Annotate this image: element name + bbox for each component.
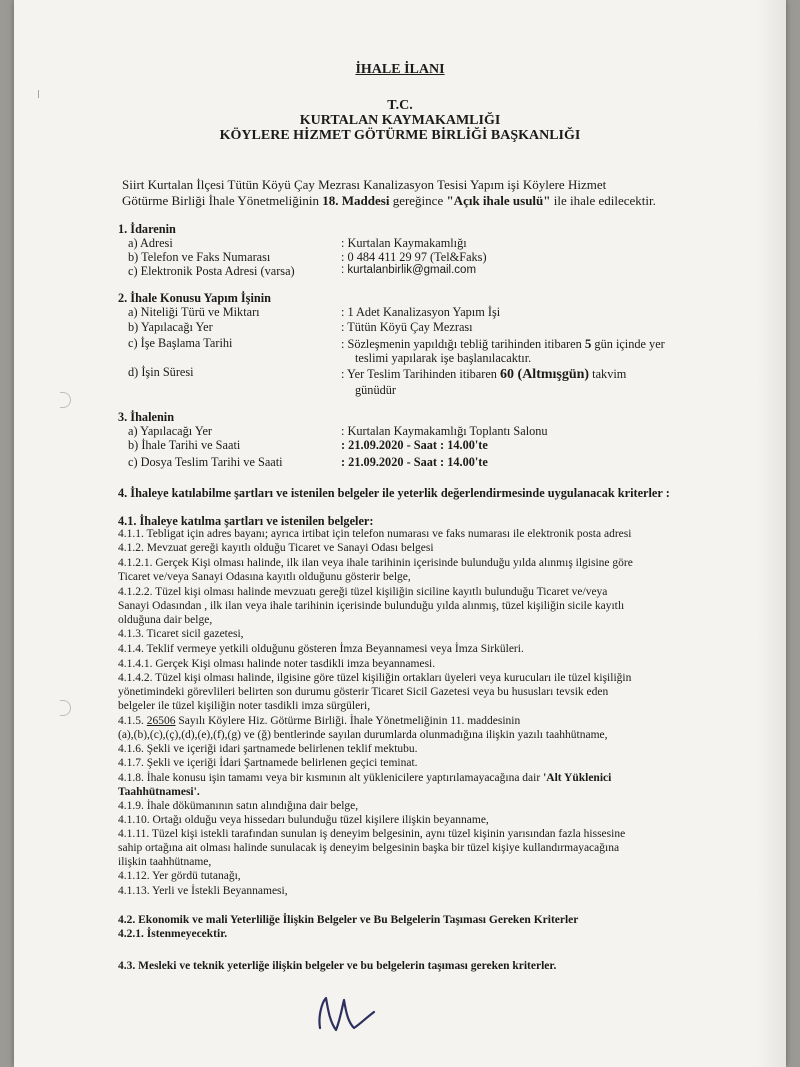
- sec3-value-c: : 21.09.2020 - Saat : 14.00'te: [341, 455, 488, 469]
- criteria-item: 4.1.10. Ortağı olduğu veya hissedarı bulunduğu tüzel kişilere ilişkin beyanname,: [118, 814, 489, 826]
- sec3-label-c: c) Dosya Teslim Tarihi ve Saati: [128, 455, 283, 469]
- criteria-item: 4.1.2.2. Tüzel kişi olması halinde mevzuatı gereği tüzel kişiliğin siciline kayıtlı bulunduğu Ticaret ve/veya: [118, 586, 608, 598]
- sec2-value-b: : Tütün Köyü Çay Mezrası: [341, 320, 473, 334]
- criteria-item: 4.1.3. Ticaret sicil gazetesi,: [118, 628, 244, 640]
- sec2-value-c: : Sözleşmenin yapıldığı tebliğ tarihinden itibaren 5 gün içinde yer: [341, 336, 665, 351]
- sec1-label-a: a) Adresi: [128, 236, 173, 250]
- section-4-heading: 4. İhaleye katılabilme şartları ve istenilen belgeler ile yeterlik değerlendirmesinde uygulanacak kriterler :: [118, 486, 670, 500]
- section-3-heading: 3. İhalenin: [118, 410, 175, 424]
- intro-line-2: Götürme Birliği İhale Yönetmeliğinin 18. Maddesi gereğince "Açık ihale usulü" ile ihale edilecektir.: [122, 193, 656, 208]
- sec3-value-b: : 21.09.2020 - Saat : 14.00'te: [341, 438, 488, 452]
- sec1-label-c: c) Elektronik Posta Adresi (varsa): [128, 264, 295, 278]
- criteria-item: 4.1.6. Şekli ve içeriği idari şartnamede belirlenen teklif mektubu.: [118, 743, 418, 755]
- sec2-label-c: c) İşe Başlama Tarihi: [128, 336, 233, 350]
- sec3-label-a: a) Yapılacağı Yer: [128, 424, 213, 438]
- criteria-item: Sanayi Odasından , ilk ilan veya ihale tarihinin içerisinde bulunduğu yılda alınmış, tüzel kişiliğin sicile kayıtlı: [118, 600, 625, 612]
- criteria-item: 4.1.12. Yer gördü tutanağı,: [118, 870, 241, 882]
- sec2-label-b: b) Yapılacağı Yer: [128, 320, 213, 334]
- document-title: İHALE İLANI: [355, 62, 445, 77]
- sec2-label-a: a) Niteliği Türü ve Miktarı: [128, 305, 260, 319]
- punch-hole: [60, 700, 71, 716]
- section-4-3-heading: 4.3. Mesleki ve teknik yeterliğe ilişkin belgeler ve bu belgelerin taşıması gereken kriterler.: [118, 960, 557, 972]
- sec1-value-a: : Kurtalan Kaymakamlığı: [341, 236, 467, 250]
- header-line-1: T.C.: [387, 98, 413, 113]
- criteria-item: ilişkin taahhütname,: [118, 856, 212, 868]
- criteria-item: 4.1.2. Mevzuat gereği kayıtlı olduğu Ticaret ve Sanayi Odası belgesi: [118, 542, 434, 554]
- criteria-item: sahip ortağına ait olması halinde sunulacak iş deneyim belgesinin başka bir tüzel kişiye kullandırmayacağına: [118, 842, 620, 854]
- sec1-label-b: b) Telefon ve Faks Numarası: [128, 250, 271, 264]
- criteria-item: 4.1.9. İhale dökümanının satın alındığına dair belge,: [118, 800, 359, 812]
- criteria-item: yönetimindeki görevlileri belirten son durumu gösterir Ticaret Sicil Gazetesi veya bu hususları tevsik eden: [118, 686, 609, 698]
- sec2-label-d: d) İşin Süresi: [128, 365, 194, 379]
- section-2-heading: 2. İhale Konusu Yapım İşinin: [118, 291, 271, 305]
- criteria-item: 4.1.11. Tüzel kişi istekli tarafından sunulan iş deneyim belgesinin, aynı tüzel kişinin yarısından fazla hissesine: [118, 828, 626, 840]
- section-4-2-heading: 4.2. Ekonomik ve mali Yeterliliğe İlişkin Belgeler ve Bu Belgelerin Taşıması Gereken Kriterler: [118, 914, 579, 926]
- sec2-value-d: : Yer Teslim Tarihinden itibaren 60 (Altmışgün) takvim: [341, 367, 627, 382]
- sec2-value-d-cont: günüdür: [355, 383, 396, 397]
- sec3-value-a: : Kurtalan Kaymakamlığı Toplantı Salonu: [341, 424, 548, 438]
- section-4-2-1: 4.2.1. İstenmeyecektir.: [118, 928, 228, 940]
- sec2-value-a: : 1 Adet Kanalizasyon Yapım İşi: [341, 305, 501, 319]
- criteria-item: 4.1.7. Şekli ve içeriği İdari Şartnamede belirlenen geçici teminat.: [118, 757, 418, 769]
- criteria-item: 4.1.8. İhale konusu işin tamamı veya bir kısmının alt yüklenicilere yaptırılamayacağına dair 'Alt Yüklenici: [118, 772, 612, 784]
- criteria-item: 4.1.1. Tebligat için adres bayanı; ayrıca irtibat için telefon numarası ve faks numarası ile elektronik posta adresi: [118, 528, 632, 540]
- criteria-item: (a),(b),(c),(ç),(d),(e),(f),(g) ve (ğ) bentlerinde sayılan durumlarda olunmadığına ilişkin yazılı taahhütname,: [118, 729, 608, 741]
- document-page: [14, 0, 786, 1067]
- criteria-item: 4.1.4.1. Gerçek Kişi olması halinde noter tasdikli imza beyannamesi.: [118, 658, 436, 670]
- criteria-item: 4.1.4. Teklif vermeye yetkili olduğunu gösteren İmza Beyannamesi veya İmza Sirküleri.: [118, 643, 524, 655]
- criteria-item: Ticaret ve/veya Sanayi Odasına kayıtlı olduğunu gösterir belge,: [118, 571, 411, 583]
- punch-hole: [60, 392, 71, 408]
- criteria-item: Taahhütnamesi'.: [118, 786, 200, 798]
- criteria-item: 4.1.4.2. Tüzel kişi olması halinde, ilgisine göre tüzel kişiliğin ortakları üyeleri veya kurucuları ile tüzel kişiliğin: [118, 672, 632, 684]
- section-4-1-heading: 4.1. İhaleye katılma şartları ve istenilen belgeler:: [118, 514, 374, 528]
- criteria-item: olduğuna dair belge,: [118, 614, 213, 626]
- sec3-label-b: b) İhale Tarihi ve Saati: [128, 438, 241, 452]
- criteria-item: 4.1.13. Yerli ve İstekli Beyannamesi,: [118, 885, 288, 897]
- sec2-value-c-cont: teslimi yapılarak işe başlanılacaktır.: [355, 351, 532, 365]
- criteria-item: belgeler ile tüzel kişiliğin noter tasdikli imza sürgüleri,: [118, 700, 371, 712]
- intro-line-1: Siirt Kurtalan İlçesi Tütün Köyü Çay Mezrası Kanalizasyon Tesisi Yapım işi Köylere Hizmet: [122, 177, 607, 192]
- sec1-value-c: : kurtalanbirlik@gmail.com: [341, 264, 477, 276]
- criteria-item: 4.1.2.1. Gerçek Kişi olması halinde, ilk ilan veya ihale tarihinin içerisinde bulunduğu yılda alınmış ilgisine göre: [118, 557, 633, 569]
- signature-mark: [314, 988, 384, 1038]
- header-line-3: KÖYLERE HİZMET GÖTÜRME BİRLİĞİ BAŞKANLIĞI: [219, 128, 581, 143]
- criteria-item: 4.1.5. 26506 Sayılı Köylere Hiz. Götürme Birliği. İhale Yönetmeliğinin 11. maddesinin: [118, 715, 521, 727]
- sec1-value-b: : 0 484 411 29 97 (Tel&Faks): [341, 250, 487, 264]
- section-1-heading: 1. İdarenin: [118, 222, 176, 236]
- header-line-2: KURTALAN KAYMAKAMLIĞI: [299, 113, 501, 128]
- paper-mark: [38, 90, 39, 98]
